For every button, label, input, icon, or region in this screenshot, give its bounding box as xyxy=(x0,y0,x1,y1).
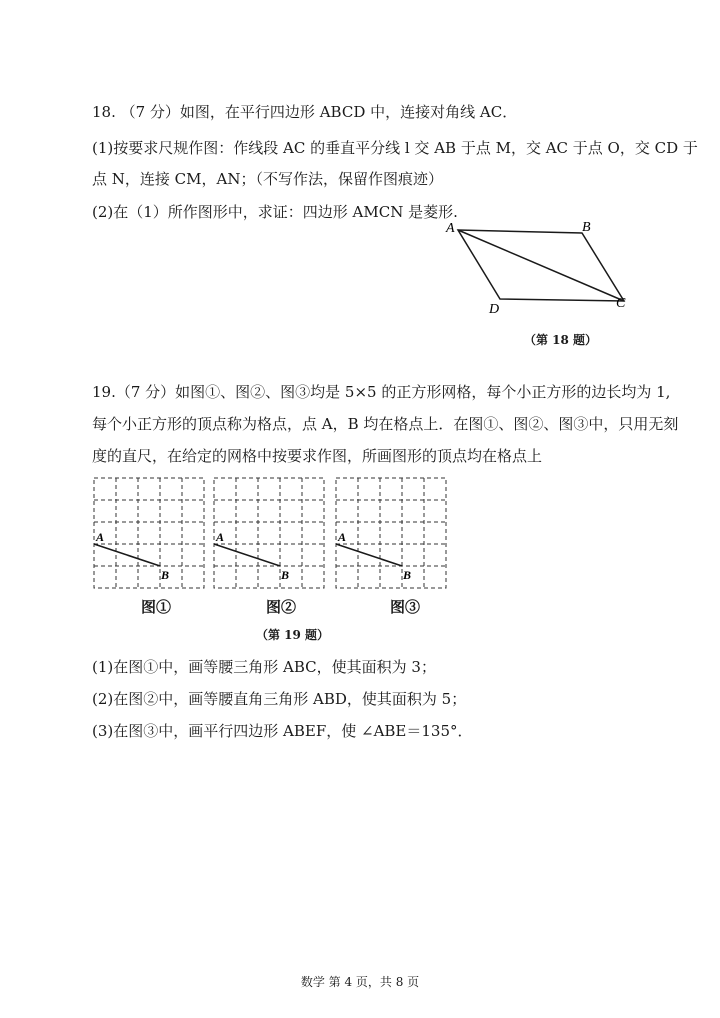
segment-ab xyxy=(94,544,160,566)
grid-figure-2 xyxy=(210,476,332,596)
q19-line3: 度的直尺，在给定的网格中按要求作图，所画图形的顶点均在格点上 xyxy=(92,447,543,465)
grid-label-1: 图① xyxy=(141,598,172,616)
q18-caption: （第 18 题） xyxy=(524,333,598,347)
q19-heading: 19.（7 分）如图①、图②、图③均是 5×5 的正方形网格，每个小正方形的边长均为 1, xyxy=(92,383,671,401)
q18-part1-line2: 点 N，连接 CM，AN；（不写作法，保留作图痕迹） xyxy=(92,170,443,188)
vertex-c-label: C xyxy=(616,296,626,311)
page-footer: 数学 第 4 页，共 8 页 xyxy=(300,975,420,989)
grid-lines xyxy=(336,478,446,588)
q19-part2: (2)在图②中，画等腰直角三角形 ABD，使其面积为 5； xyxy=(92,690,467,708)
segment-ab xyxy=(214,544,280,566)
point-b-label: B xyxy=(403,568,412,582)
point-a-label: A xyxy=(216,530,225,544)
grid-label-2: 图② xyxy=(266,598,297,616)
point-a-label: A xyxy=(96,530,105,544)
q19-caption: （第 19 题） xyxy=(256,628,330,642)
q19-line2: 每个小正方形的顶点称为格点，点 A，B 均在格点上．在图①、图②、图③中，只用无刻 xyxy=(92,415,679,433)
segment-ab xyxy=(336,544,402,566)
grid-label-3: 图③ xyxy=(390,598,421,616)
point-b-label: B xyxy=(281,568,290,582)
q18-part1-line1: (1)按要求尺规作图：作线段 AC 的垂直平分线 l 交 AB 于点 M，交 AC 于点 O，交 CD 于 xyxy=(92,139,698,157)
vertex-a-label: A xyxy=(446,221,455,236)
vertex-d-label: D xyxy=(489,302,500,317)
point-b-label: B xyxy=(161,568,170,582)
parallelogram-figure xyxy=(440,215,640,325)
q18-part2: (2)在（1）所作图形中，求证：四边形 AMCN 是菱形. xyxy=(92,203,458,221)
grid-lines xyxy=(94,478,204,588)
grid-figure-1 xyxy=(90,476,212,596)
vertex-b-label: B xyxy=(582,220,591,235)
diagonal-ac xyxy=(458,230,624,301)
point-a-label: A xyxy=(338,530,347,544)
q19-part3: (3)在图③中，画平行四边形 ABEF，使 ∠ABE＝135°． xyxy=(92,722,473,740)
grid-lines xyxy=(214,478,324,588)
q18-heading: 18. （7 分）如图，在平行四边形 ABCD 中，连接对角线 AC． xyxy=(92,103,518,121)
q19-part1: (1)在图①中，画等腰三角形 ABC，使其面积为 3； xyxy=(92,658,436,676)
grid-figure-3 xyxy=(332,476,454,596)
